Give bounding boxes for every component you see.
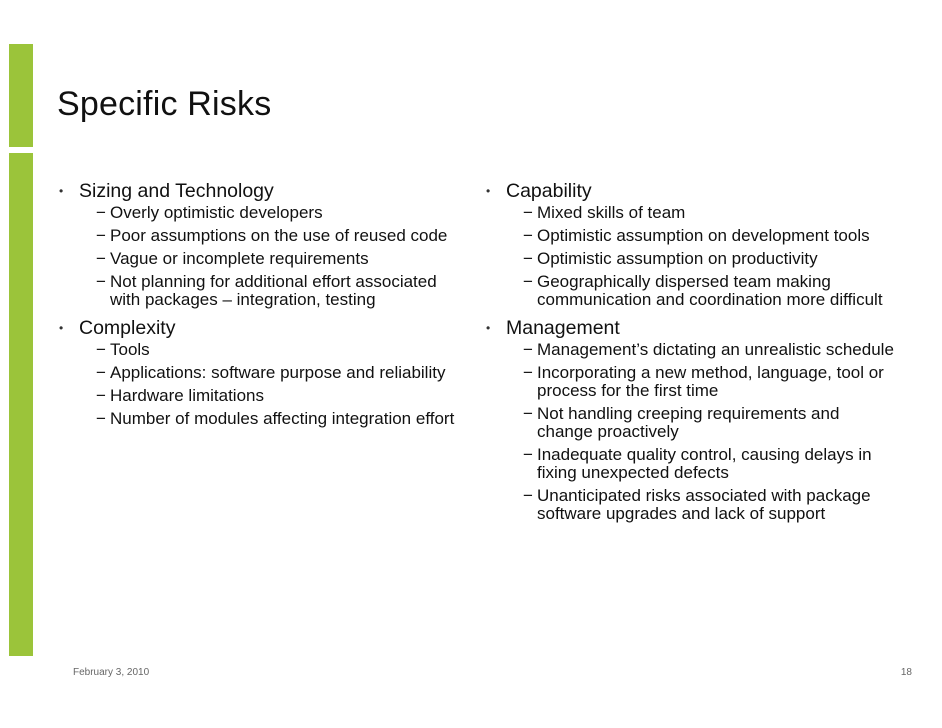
sub-list [57, 204, 467, 309]
dash-icon: − [523, 363, 533, 382]
dash-icon: − [96, 249, 106, 268]
bullet-icon: • [59, 184, 64, 198]
accent-bar-top [9, 44, 33, 147]
list-item: − Management’s dictating an unrealistic schedule [523, 340, 894, 359]
dash-icon: − [96, 272, 106, 291]
slide-title: Specific Risks [57, 85, 272, 123]
list-item: − Inadequate quality control, causing delays in fixing unexpected defects [523, 445, 872, 482]
list-item: − Hardware limitations [96, 386, 264, 405]
dash-icon: − [96, 203, 106, 222]
page-number: 18 [900, 667, 912, 678]
list-item: − Not planning for additional effort associated with packages – integration, testing [96, 272, 437, 309]
bullet-heading [57, 180, 467, 202]
list-item: − Poor assumptions on the use of reused code [96, 226, 448, 245]
left-column [57, 180, 467, 436]
list-item: − Number of modules affecting integration effort [96, 409, 455, 428]
sub-list [57, 341, 467, 428]
bullet-icon: • [59, 321, 64, 335]
section-complexity [57, 317, 467, 428]
list-item: − Unanticipated risks associated with package software upgrades and lack of support [523, 486, 871, 523]
heading-text: Sizing and Technology [79, 180, 274, 202]
section-sizing-technology [57, 180, 467, 309]
dash-icon: − [523, 249, 533, 268]
list-item: − Overly optimistic developers [96, 203, 323, 222]
dash-icon: − [523, 404, 533, 423]
dash-icon: − [96, 340, 106, 359]
dash-icon: − [523, 272, 533, 291]
list-item: − Optimistic assumption on development tools [523, 226, 870, 245]
bullet-icon: • [486, 321, 491, 335]
list-item: − Vague or incomplete requirements [96, 249, 369, 268]
list-item: − Applications: software purpose and reliability [96, 363, 446, 382]
bullet-heading [57, 317, 467, 339]
list-item: − Mixed skills of team [523, 203, 686, 222]
list-item: − Incorporating a new method, language, tool or process for the first time [523, 363, 884, 400]
heading-text: Capability [506, 180, 592, 202]
accent-bar-bottom [9, 153, 33, 656]
sub-list [484, 204, 894, 309]
sub-list [484, 341, 894, 523]
section-management [484, 317, 894, 523]
dash-icon: − [96, 409, 106, 428]
dash-icon: − [96, 226, 106, 245]
dash-icon: − [96, 363, 106, 382]
bullet-icon: • [486, 184, 491, 198]
list-item: − Geographically dispersed team making communication and coordination more difficult [523, 272, 883, 309]
footer-date: February 3, 2010 [73, 667, 150, 678]
bullet-heading [484, 317, 894, 339]
dash-icon: − [523, 203, 533, 222]
bullet-heading [484, 180, 894, 202]
section-capability [484, 180, 894, 309]
list-item: − Optimistic assumption on productivity [523, 249, 818, 268]
heading-text: Complexity [79, 317, 176, 339]
dash-icon: − [523, 445, 533, 464]
dash-icon: − [96, 386, 106, 405]
dash-icon: − [523, 486, 533, 505]
right-column [484, 180, 894, 531]
list-item: − Not handling creeping requirements and change proactively [523, 404, 840, 441]
dash-icon: − [523, 226, 533, 245]
list-item: − Tools [96, 340, 150, 359]
heading-text: Management [506, 317, 620, 339]
dash-icon: − [523, 340, 533, 359]
